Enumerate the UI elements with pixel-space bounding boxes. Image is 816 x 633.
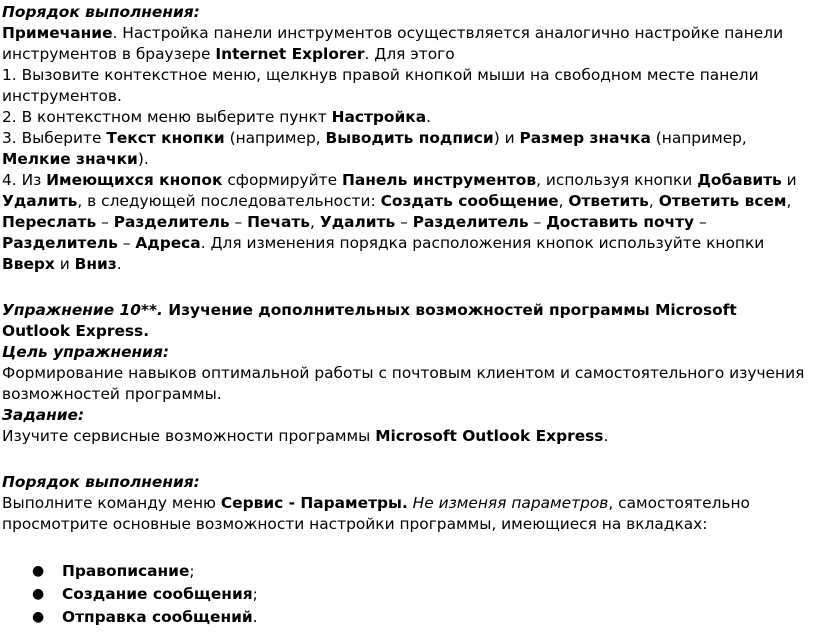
term-bold: Текст кнопки [106,129,225,147]
text-run: , [648,192,659,210]
term-bold: Переслать [2,213,97,231]
text-run: . [252,608,258,626]
term-bold: Internet Explorer [215,45,365,63]
step-2-line [2,107,816,128]
text-run: возможностей программы. [2,385,222,403]
text-run: Выполните команду меню [2,494,221,512]
text-run: . Для этого [364,45,455,63]
term-bold: Размер значка [519,129,651,147]
task-line [2,426,816,447]
heading-text: Порядок выполнения: [2,473,200,491]
tabs-list [2,560,816,629]
note-line-1 [2,23,816,44]
text-run: . [426,108,432,126]
list-item-label: Создание сообщения [62,585,253,603]
text-run: ) и [493,129,520,147]
term-bold: Удалить [2,192,78,210]
list-item [2,583,816,606]
term-bold: Удалить [319,213,396,231]
text-run: 4. Из [2,171,47,189]
text-run: и [781,171,797,189]
task-label: Задание: [2,406,85,424]
spacer [2,275,816,300]
text-run: инструментов в браузере [2,45,216,63]
step-4-line-1 [2,170,816,191]
step-4-line-3 [2,212,816,233]
term-bold: Печать [247,213,311,231]
term-bold: Панель инструментов [341,171,537,189]
text-run: ; [189,562,195,580]
text-run: просмотрите основные возможности настройки программы, имеющиеся на вкладках: [2,515,708,533]
text-run: – [694,213,707,231]
term-bold: Настройка [331,108,427,126]
term-bold: Microsoft Outlook Express [375,427,604,445]
text-run: . [603,427,609,445]
term-bold: Выводить подписи [325,129,494,147]
term-bold: Ответить [568,192,649,210]
step-3-line-1 [2,128,816,149]
text-run: , используя кнопки [536,171,698,189]
section2-line-2 [2,514,816,535]
text-run: ; [252,585,258,603]
text-run: , [786,192,792,210]
text-run: Формирование навыков оптимальной работы с почтовым клиентом и самостоятельного изучения [2,364,805,382]
step-3-line-2 [2,149,816,170]
text-run: . Настройка панели инструментов осуществляется аналогично настройке панели [112,24,784,42]
text-run: – [96,213,114,231]
step-4-line-2 [2,191,816,212]
exercise-title-line-2 [2,321,816,342]
note-label: Примечание [2,24,113,42]
text-run: . Для изменения порядка расположения кнопок используйте кнопки [200,234,765,252]
heading-text: Порядок выполнения: [2,3,200,21]
term-bold: Ответить всем [658,192,787,210]
text-run: Изучите сервисные возможности программы [2,427,376,445]
term-bold: Разделитель [113,213,230,231]
bullet-icon: ● [32,563,45,579]
goal-line-1 [2,363,816,384]
text-run: 1. Вызовите контекстное меню, щелкнув правой кнопкой мыши на свободном месте панели [2,66,759,84]
note-line-2 [2,44,816,65]
goal-label: Цель упражнения: [2,343,169,361]
text-run: , самостоятельно [608,494,750,512]
text-run: , [310,213,320,231]
term-bold: Добавить [697,171,782,189]
text-run: – [528,213,547,231]
step-1-line-2 [2,86,816,107]
text-run: 2. В контекстном меню выберите пункт [2,108,332,126]
exercise-title-cont: Outlook Express. [2,322,150,340]
text-run: ). [137,150,149,168]
term-bold: Доставить почту [546,213,695,231]
list-item [2,560,816,583]
exercise-title-line-1 [2,300,816,321]
text-run: – [395,213,413,231]
list-item [2,606,816,629]
exercise-title: Изучение дополнительных возможностей программы Microsoft [162,301,737,319]
term-bold: Разделитель [2,234,118,252]
text-run: сформируйте [222,171,342,189]
text-run: (например, [650,129,747,147]
term-bold: Сервис - Параметры. [220,494,408,512]
text-run: (например, [224,129,326,147]
bullet-icon: ● [32,586,45,602]
list-item-label: Правописание [62,562,190,580]
term-bold: Имеющихся кнопок [46,171,223,189]
text-run: . [116,255,122,273]
term-bold: Вверх [2,255,55,273]
term-bold: Адреса [135,234,201,252]
text-italic: Не изменяя параметров [407,494,609,512]
list-item-label: Отправка сообщений [62,608,253,626]
term-bold: Разделитель [412,213,529,231]
term-bold: Вниз [74,255,117,273]
step-4-line-5 [2,254,816,275]
goal-line-2 [2,384,816,405]
bullet-icon: ● [32,609,45,625]
step-4-line-4 [2,233,816,254]
spacer [2,535,816,560]
section1-heading [2,2,816,23]
section2-line-1 [2,493,816,514]
text-run: – [117,234,136,252]
task-label-line [2,405,816,426]
goal-label-line [2,342,816,363]
term-bold: Создать сообщение [380,192,559,210]
text-run: , [558,192,569,210]
section2-heading [2,472,816,493]
term-bold: Мелкие значки [2,150,138,168]
text-run: и [54,255,75,273]
spacer [2,447,816,472]
exercise-number: Упражнение 10**. [2,301,163,319]
step-1-line-1 [2,65,816,86]
text-run: , в следующей последовательности: [77,192,381,210]
text-run: – [229,213,248,231]
text-run: инструментов. [2,87,122,105]
text-run: 3. Выберите [2,129,107,147]
